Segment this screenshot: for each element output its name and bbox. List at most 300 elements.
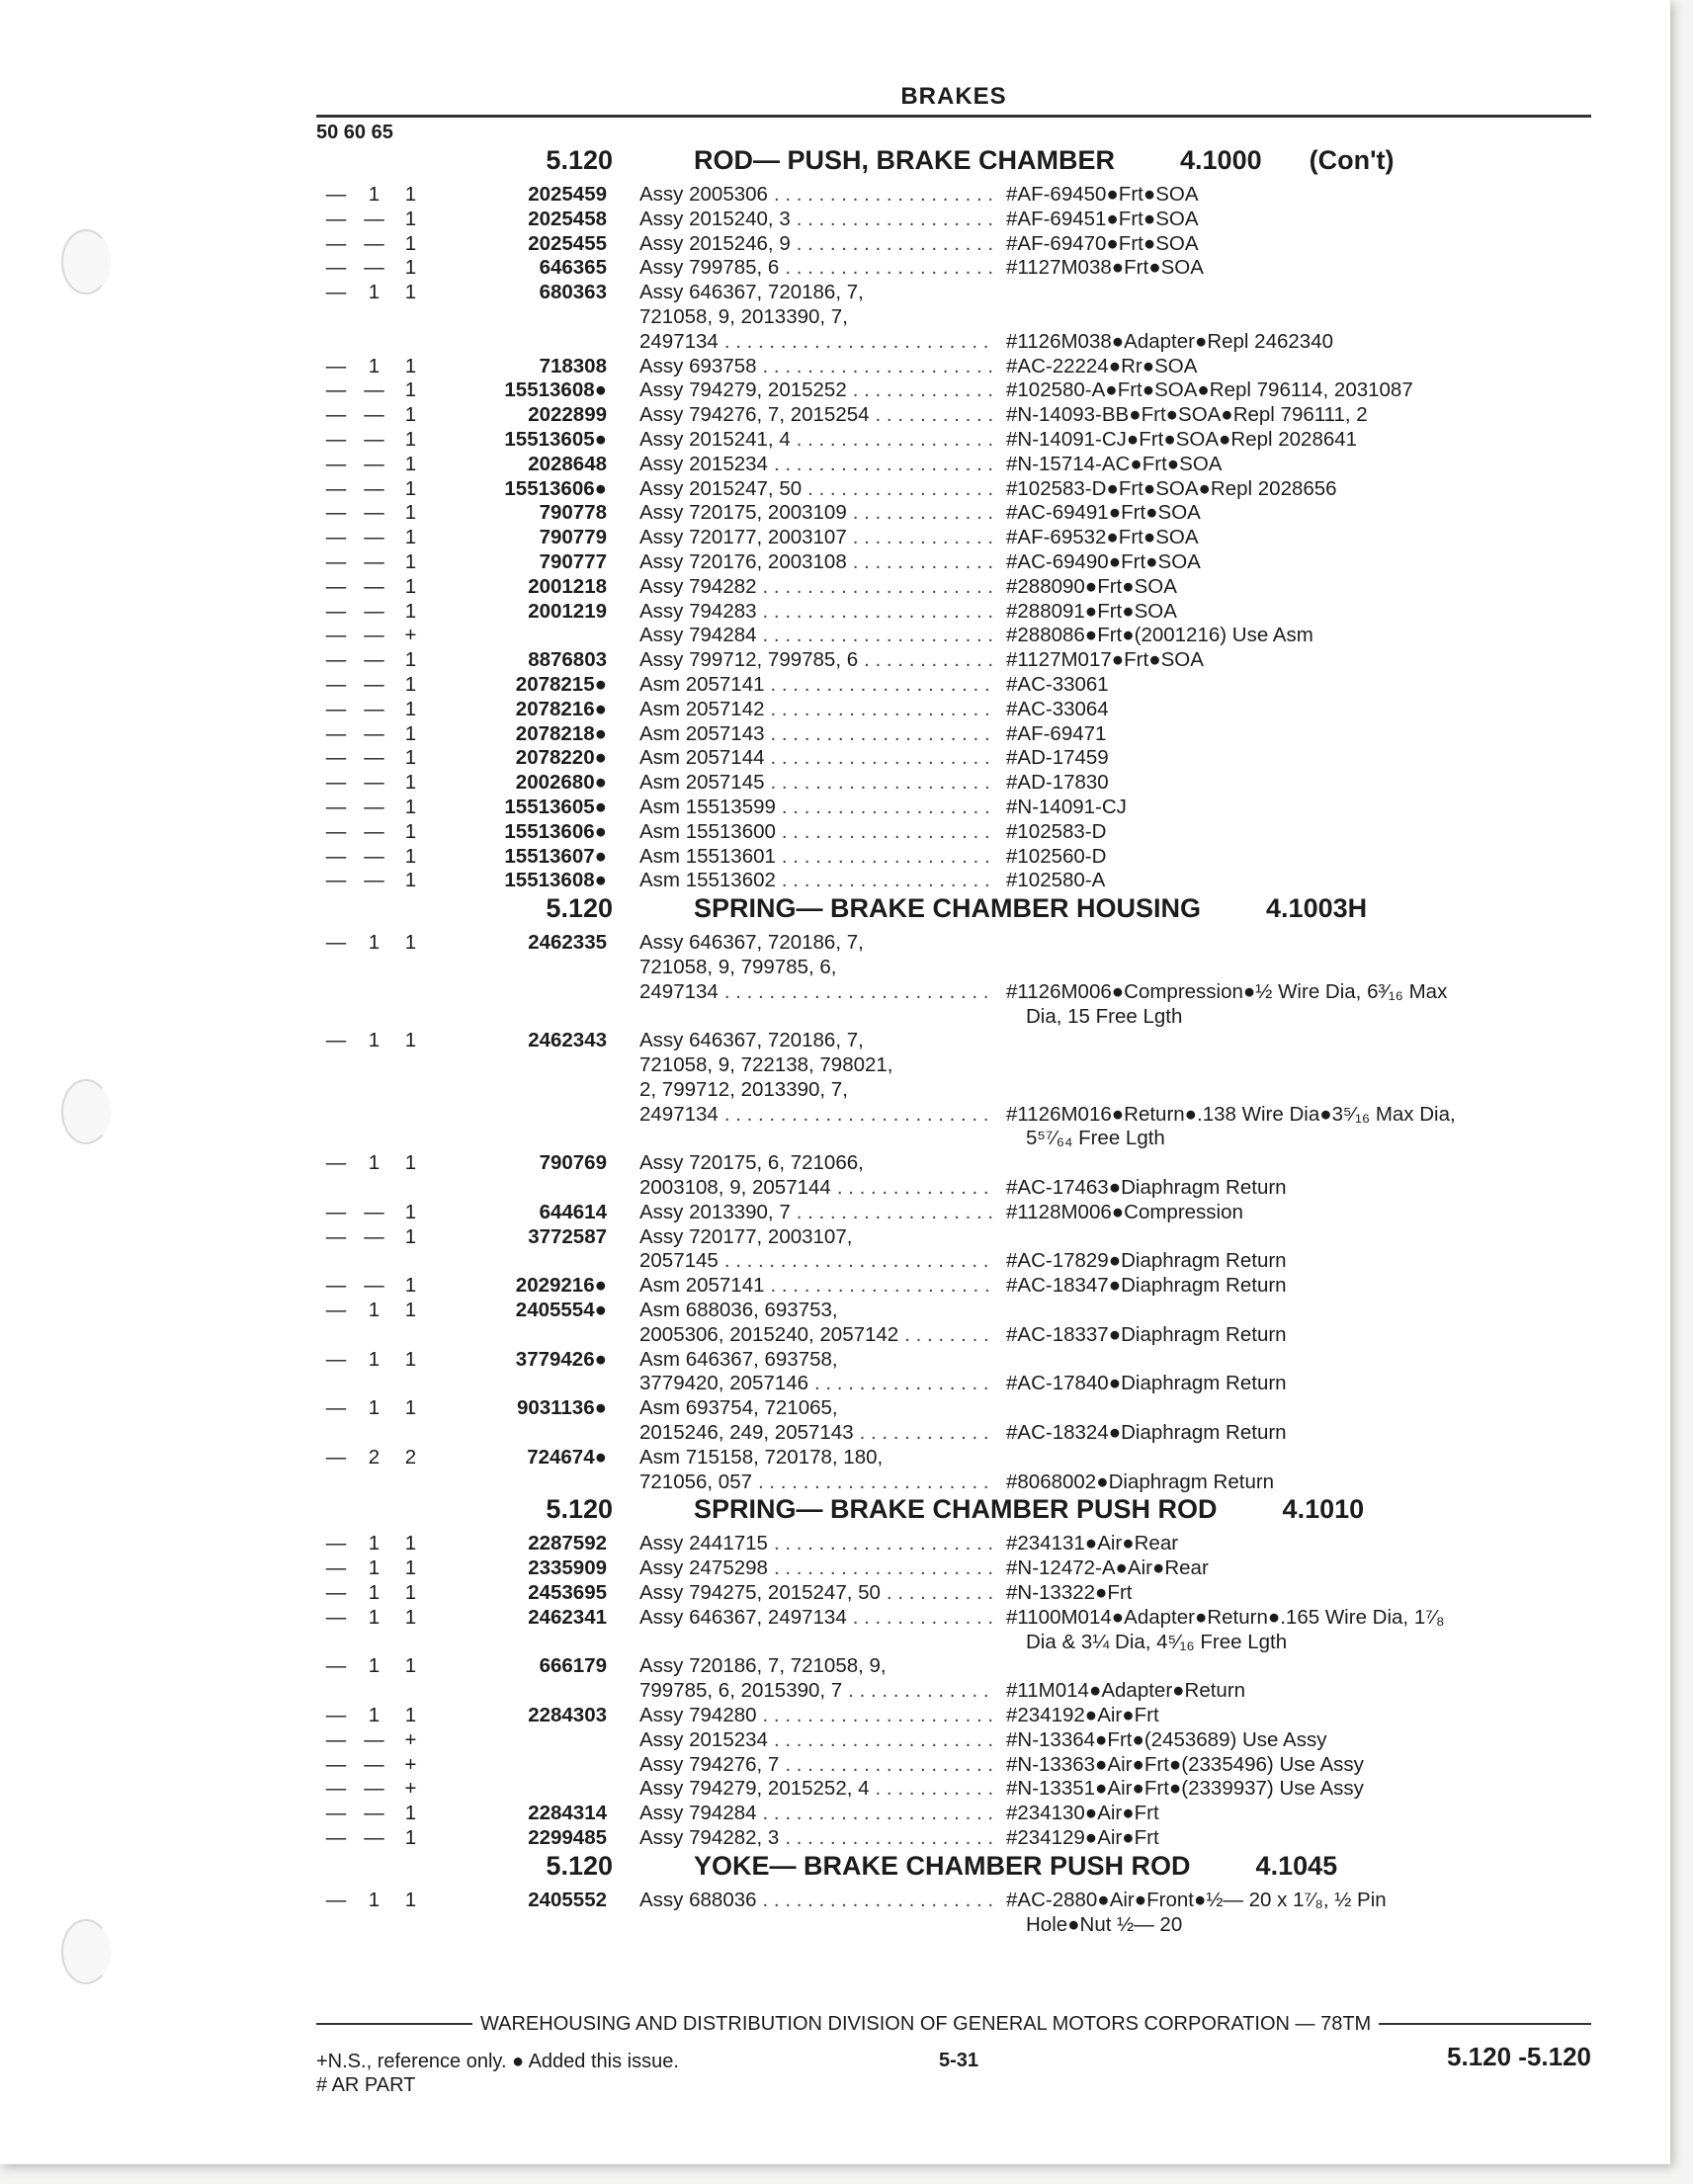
footer-rule-left: [316, 2023, 472, 2025]
leader-dots: [853, 378, 994, 403]
table-row: [316, 673, 1591, 698]
quantity-cell: —: [364, 378, 384, 402]
quantity-cell: 1: [404, 1274, 417, 1298]
quantity-cell: +: [404, 624, 417, 647]
quantity-cell: —: [325, 1777, 347, 1801]
table-row: [316, 722, 1591, 747]
description: [639, 378, 998, 403]
page-number: 5-31: [939, 2050, 979, 2071]
note: [1006, 1225, 1579, 1275]
quantity-cell: —: [364, 452, 384, 475]
quantity-cell: —: [325, 624, 347, 647]
note: [1006, 575, 1579, 600]
quantity-cell: —: [364, 207, 384, 230]
quantity-cell: 1: [404, 403, 417, 427]
table-row: [316, 550, 1591, 575]
table-row: [316, 428, 1591, 453]
quantity-cell: 1: [368, 281, 381, 304]
quantity-cell: —: [325, 476, 347, 500]
part-number: 2335909: [528, 1556, 607, 1580]
note-line: Dia & 3¼ Dia, 4⁵⁄₁₆ Free Lgth: [1026, 1630, 1288, 1653]
description-line: 2, 799712, 2013390, 7,: [639, 1077, 848, 1101]
quantity-cell: —: [325, 721, 347, 745]
leader-dots: [763, 1889, 994, 1913]
part-number: 724674●: [527, 1445, 607, 1469]
part-number: 790769: [539, 1151, 607, 1175]
description-line: [639, 1249, 998, 1274]
quantity-cell: —: [325, 549, 347, 573]
description: [639, 575, 998, 600]
leader-dots: [807, 477, 994, 502]
note-line: #AF-69532●Frt●SOA: [1006, 526, 1199, 549]
description-line: [639, 1802, 998, 1826]
leader-dots: [771, 1274, 994, 1299]
table-row: [316, 1532, 1591, 1556]
table-row: [316, 845, 1591, 870]
note: [1006, 1029, 1579, 1151]
quantity-cell: 1: [368, 1299, 381, 1322]
table-row: [316, 1826, 1591, 1851]
description-text: 2003108, 9, 2057144: [639, 1176, 831, 1200]
part-number: 2453695: [528, 1581, 607, 1605]
division-line: WAREHOUSING AND DISTRIBUTION DIVISION OF GENERAL MOTORS CORPORATION — 78TM: [480, 2012, 1372, 2035]
quantity-cell: —: [325, 207, 347, 230]
note: [1006, 771, 1579, 796]
section-header: [316, 893, 1591, 931]
quantity-cell: —: [325, 1200, 347, 1223]
note-line: #N-15714-AC●Frt●SOA: [1006, 452, 1223, 475]
note: [1006, 1889, 1579, 1938]
quantity-cell: —: [364, 549, 384, 573]
quantity-cell: —: [364, 501, 384, 525]
table-row: [316, 1446, 1591, 1495]
description-text: Assy 799712, 799785, 6: [639, 648, 859, 672]
note-line: #AC-17840●Diaphragm Return: [1006, 1372, 1287, 1395]
note: [1006, 1201, 1579, 1225]
leader-dots: [763, 1704, 994, 1728]
description-line: Asm 688036, 693753,: [639, 1299, 838, 1322]
description: [639, 624, 998, 648]
note-line: #AC-69490●Frt●SOA: [1006, 549, 1201, 573]
note-line: #11M014●Adapter●Return: [1006, 1679, 1246, 1703]
description: [639, 1348, 998, 1397]
quantity-cell: 1: [404, 1029, 417, 1052]
footer-rule-right: [1379, 2023, 1591, 2025]
quantity-cell: 1: [404, 672, 417, 696]
leader-dots: [763, 575, 994, 600]
description-text: 799785, 6, 2015390, 7: [639, 1679, 843, 1703]
description: [639, 1151, 998, 1201]
table-row: [316, 600, 1591, 625]
table-row: [316, 378, 1591, 403]
note: [1006, 1606, 1579, 1655]
quantity-cell: 1: [404, 452, 417, 475]
description-line: [639, 1323, 998, 1348]
description-text: Assy 2013390, 7: [639, 1200, 791, 1223]
quantity-cell: —: [325, 427, 347, 451]
quantity-cell: —: [325, 1274, 347, 1298]
description: [639, 698, 998, 722]
note-line: #234131●Air●Rear: [1006, 1532, 1179, 1555]
leader-dots: [771, 722, 994, 747]
description: [639, 1201, 998, 1225]
description-line: [639, 980, 998, 1005]
description-text: Assy 2015234: [639, 452, 768, 475]
description-line: [639, 208, 998, 232]
table-row: [316, 796, 1591, 820]
note-line: Hole●Nut ½— 20: [1026, 1912, 1183, 1936]
description: [639, 1396, 998, 1446]
description-line: 721058, 9, 2013390, 7,: [639, 304, 848, 328]
part-number: 2025459: [528, 183, 607, 206]
part-number: 15513608●: [504, 378, 607, 402]
quantity-cell: —: [364, 403, 384, 427]
note-line: #AD-17459: [1006, 746, 1109, 770]
table-row: [316, 355, 1591, 379]
description: [639, 1777, 998, 1802]
table-row: [316, 1029, 1591, 1151]
note: [1006, 600, 1579, 625]
description-line: [639, 403, 998, 428]
quantity-cell: 1: [368, 1347, 381, 1371]
leader-dots: [758, 1470, 994, 1495]
part-number: 2284314: [528, 1802, 607, 1825]
description-line: [639, 453, 998, 477]
quantity-cell: —: [325, 1445, 347, 1469]
description: [639, 1654, 998, 1704]
description-line: Asm 715158, 720178, 180,: [639, 1445, 884, 1469]
note: [1006, 256, 1579, 281]
section-continued: (Con't): [1309, 145, 1395, 175]
quantity-cell: 1: [404, 1654, 417, 1678]
note: [1006, 1532, 1579, 1556]
leader-dots: [876, 403, 994, 428]
quantity-cell: —: [325, 256, 347, 280]
part-number: 718308: [539, 354, 607, 378]
table-row: [316, 1225, 1591, 1275]
note-line: #AF-69470●Frt●SOA: [1006, 231, 1199, 255]
quantity-cell: —: [325, 183, 347, 206]
note-line: #AC-2880●Air●Front●½— 20 x 1⁷⁄₈, ½ Pin: [1006, 1888, 1387, 1911]
description: [639, 796, 998, 820]
part-number: 790777: [539, 549, 607, 573]
description-line: Assy 646367, 720186, 7,: [639, 281, 864, 304]
note-line: #N-12472-A●Air●Rear: [1006, 1556, 1209, 1580]
description-text: Assy 794279, 2015252: [639, 378, 847, 402]
quantity-cell: 1: [404, 844, 417, 868]
quantity-cell: 1: [368, 354, 381, 378]
quantity-cell: —: [325, 354, 347, 378]
quantity-cell: 1: [404, 1532, 417, 1555]
description-line: [639, 1581, 998, 1606]
part-number: 2001219: [528, 599, 607, 623]
note-line: #234130●Air●Frt: [1006, 1802, 1159, 1825]
leader-dots: [782, 796, 994, 820]
page-title: BRAKES: [900, 83, 1007, 110]
section-title: SPRING— BRAKE CHAMBER HOUSING: [694, 893, 1202, 924]
description-text: Assy 720177, 2003107: [639, 526, 847, 549]
description-line: 721058, 9, 722138, 798021,: [639, 1053, 893, 1077]
leader-dots: [797, 1201, 994, 1225]
part-number: 2028648: [528, 452, 607, 475]
note-line: #AC-17463●Diaphragm Return: [1006, 1176, 1287, 1200]
description-line: [639, 1532, 998, 1556]
leader-dots: [853, 1606, 994, 1631]
note-line: #AC-17829●Diaphragm Return: [1006, 1249, 1287, 1273]
leader-dots: [774, 183, 994, 208]
part-number: 2001218: [528, 574, 607, 598]
quantity-cell: —: [325, 1556, 347, 1580]
description-text: 2497134: [639, 1102, 719, 1126]
quantity-cell: —: [364, 476, 384, 500]
table-row: [316, 1654, 1591, 1704]
part-number: 15513606●: [504, 476, 607, 500]
section-ref: 4.1000: [1180, 145, 1262, 175]
quantity-cell: 1: [404, 648, 417, 672]
quantity-cell: 1: [404, 183, 417, 206]
part-number: 2462343: [528, 1029, 607, 1052]
table-row: [316, 931, 1591, 1029]
note: [1006, 1299, 1579, 1348]
part-number: 644614: [539, 1200, 607, 1223]
description-text: Assy 794284: [639, 1802, 757, 1825]
leader-dots: [785, 256, 994, 281]
description-text: Asm 15513600: [639, 819, 776, 843]
quantity-cell: —: [325, 795, 347, 818]
note-line: #234129●Air●Frt: [1006, 1826, 1159, 1849]
description-text: Assy 794276, 7, 2015254: [639, 403, 870, 427]
note-line: #102583-D: [1006, 819, 1107, 843]
quantity-cell: 1: [368, 1556, 381, 1580]
leader-dots: [774, 453, 994, 477]
description-line: [639, 1103, 998, 1128]
description-line: [639, 1704, 998, 1728]
table-row: [316, 1274, 1591, 1299]
punch-hole: [61, 229, 111, 294]
section-title: SPRING— BRAKE CHAMBER PUSH ROD: [694, 1494, 1218, 1525]
quantity-cell: —: [325, 231, 347, 255]
description-line: [639, 575, 998, 600]
note: [1006, 281, 1579, 354]
description-text: Asm 15513601: [639, 844, 776, 868]
description-line: [639, 1470, 998, 1495]
quantity-cell: —: [364, 795, 384, 818]
quantity-cell: —: [325, 1581, 347, 1605]
note-spacer: [1006, 1029, 1579, 1053]
quantity-cell: —: [325, 452, 347, 475]
description-line: [639, 1372, 998, 1396]
part-number: 790778: [539, 501, 607, 525]
description-line: [639, 869, 998, 893]
note-line: #N-13363●Air●Frt●(2335496) Use Assy: [1006, 1752, 1364, 1776]
leader-dots: [876, 1777, 994, 1802]
note-line: #AC-18324●Diaphragm Return: [1006, 1421, 1287, 1445]
description: [639, 183, 998, 208]
description: [639, 1728, 998, 1753]
table-row: [316, 232, 1591, 257]
note-line: #AC-18337●Diaphragm Return: [1006, 1322, 1287, 1346]
note: [1006, 232, 1579, 257]
leader-dots: [774, 1532, 994, 1556]
quantity-cell: —: [364, 844, 384, 868]
note: [1006, 550, 1579, 575]
leader-dots: [887, 1581, 994, 1606]
description-text: Asm 15513599: [639, 795, 776, 818]
quantity-cell: 1: [404, 526, 417, 549]
note-line: #288091●Frt●SOA: [1006, 599, 1177, 623]
quantity-cell: —: [325, 1727, 347, 1751]
punch-hole: [61, 1079, 111, 1144]
quantity-cell: —: [364, 1727, 384, 1751]
table-row: [316, 1396, 1591, 1446]
note: [1006, 428, 1579, 453]
note: [1006, 1556, 1579, 1581]
description-line: [639, 624, 998, 648]
quantity-cell: —: [325, 648, 347, 672]
quantity-cell: —: [325, 526, 347, 549]
quantity-cell: 1: [404, 281, 417, 304]
leader-dots: [771, 746, 994, 771]
description-text: 2497134: [639, 979, 719, 1003]
note-line: #288086●Frt●(2001216) Use Asm: [1006, 624, 1313, 647]
note: [1006, 1753, 1579, 1778]
description-text: 2015246, 249, 2057143: [639, 1421, 854, 1445]
quantity-cell: —: [325, 1532, 347, 1555]
quantity-cell: 1: [404, 931, 417, 955]
table-row: [316, 208, 1591, 232]
section-range: 5.120 -5.120: [1446, 2042, 1591, 2071]
section-number: 5.120: [546, 1850, 613, 1881]
description-line: Assy 720175, 6, 721066,: [639, 1151, 864, 1175]
note-spacer: [1006, 281, 1579, 305]
quantity-cell: —: [364, 574, 384, 598]
description: [639, 746, 998, 771]
description-line: [639, 355, 998, 379]
quantity-cell: —: [364, 672, 384, 696]
quantity-cell: —: [364, 771, 384, 795]
quantity-cell: —: [325, 501, 347, 525]
note: [1006, 378, 1579, 403]
table-row: [316, 1728, 1591, 1753]
note: [1006, 1654, 1579, 1704]
description-text: Assy 2015246, 9: [639, 231, 791, 255]
leader-dots: [848, 1679, 994, 1704]
table-row: [316, 403, 1591, 428]
description-text: Assy 688036: [639, 1888, 757, 1911]
description-line: [639, 1826, 998, 1851]
part-number: 2287592: [528, 1532, 607, 1555]
leader-dots: [771, 771, 994, 796]
table-row: [316, 256, 1591, 281]
leader-dots: [782, 820, 994, 845]
description-line: [639, 722, 998, 747]
quantity-cell: 1: [368, 1532, 381, 1555]
quantity-cell: —: [325, 746, 347, 770]
section-number: 5.120: [546, 893, 613, 924]
quantity-cell: —: [325, 1396, 347, 1420]
quantity-cell: 1: [404, 1151, 417, 1175]
description-text: Assy 794282, 3: [639, 1826, 780, 1849]
description-text: Assy 799785, 6: [639, 256, 780, 280]
quantity-cell: 1: [368, 1029, 381, 1052]
quantity-cell: 1: [404, 819, 417, 843]
description: [639, 1581, 998, 1606]
description-text: Assy 2005306: [639, 183, 768, 206]
table-row: [316, 477, 1591, 502]
quantity-cell: —: [325, 1224, 347, 1248]
note-spacer: [1006, 1299, 1579, 1323]
header-rule: [316, 115, 1591, 118]
part-number: 2462341: [528, 1605, 607, 1629]
quantity-cell: —: [325, 1151, 347, 1175]
part-number: 666179: [539, 1654, 607, 1678]
table-row: [316, 575, 1591, 600]
leader-dots: [837, 1176, 994, 1201]
description: [639, 1606, 998, 1631]
note-spacer: [1006, 1151, 1579, 1176]
description-line: [639, 477, 998, 502]
punch-hole: [61, 1919, 111, 1984]
note-line: #AF-69471: [1006, 721, 1107, 745]
table-row: [316, 1753, 1591, 1778]
note: [1006, 624, 1579, 648]
note-line: #AC-69491●Frt●SOA: [1006, 501, 1201, 525]
description: [639, 477, 998, 502]
note-line: #1127M017●Frt●SOA: [1006, 648, 1204, 672]
note: [1006, 355, 1579, 379]
quantity-cell: —: [325, 697, 347, 720]
note-line: #1126M016●Return●.138 Wire Dia●3⁵⁄₁₆ Max Dia,: [1006, 1102, 1456, 1126]
quantity-cell: 1: [404, 1347, 417, 1371]
part-number: 2078215●: [515, 672, 607, 696]
note: [1006, 796, 1579, 820]
part-number: 646365: [539, 256, 607, 280]
leader-dots: [853, 501, 994, 526]
description: [639, 1826, 998, 1851]
quantity-cell: —: [325, 819, 347, 843]
description-text: Asm 2057144: [639, 746, 765, 770]
note-line: #N-13351●Air●Frt●(2339937) Use Assy: [1006, 1777, 1364, 1801]
description: [639, 453, 998, 477]
note: [1006, 722, 1579, 747]
description-text: Assy 2015247, 50: [639, 476, 803, 500]
description-line: [639, 1606, 998, 1631]
description-text: Assy 693758: [639, 354, 757, 378]
quantity-cell: —: [325, 1802, 347, 1825]
quantity-cell: 1: [368, 1654, 381, 1678]
description: [639, 1556, 998, 1581]
quantity-cell: —: [325, 672, 347, 696]
part-number: 2078216●: [515, 697, 607, 720]
quantity-cell: 1: [404, 1396, 417, 1420]
description-text: Assy 2015234: [639, 1727, 768, 1751]
quantity-cell: —: [364, 624, 384, 647]
quantity-cell: 1: [404, 378, 417, 402]
note: [1006, 1802, 1579, 1826]
leader-dots: [724, 1249, 994, 1274]
description-line: [639, 378, 998, 403]
note: [1006, 820, 1579, 845]
note-line: #N-14093-BB●Frt●SOA●Repl 796111, 2: [1006, 403, 1368, 427]
leader-dots: [724, 980, 994, 1005]
description-text: 2005306, 2015240, 2057142: [639, 1322, 899, 1346]
quantity-cell: 1: [404, 354, 417, 378]
part-number: 3779426●: [515, 1347, 607, 1371]
table-row: [316, 1581, 1591, 1606]
description-line: [639, 845, 998, 870]
description-line: [639, 600, 998, 625]
description-text: Asm 15513602: [639, 869, 776, 892]
